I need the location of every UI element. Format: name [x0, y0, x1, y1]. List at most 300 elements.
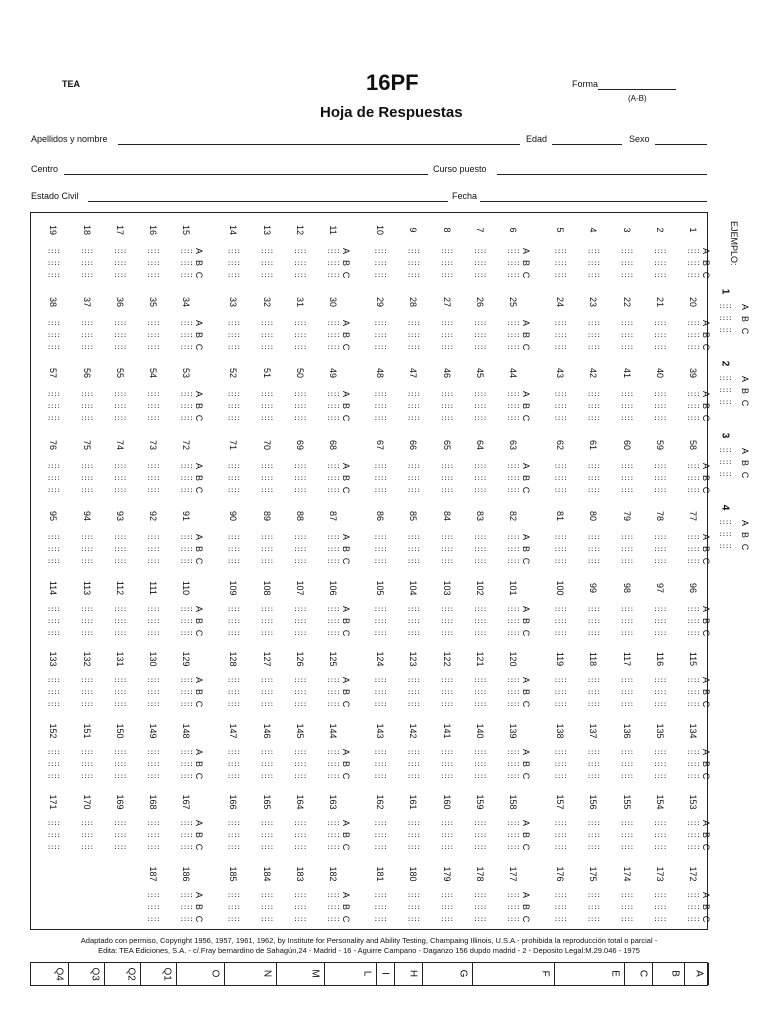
answer-bubble[interactable]: :::: [80, 461, 94, 470]
answer-bubble[interactable]: :::: [473, 747, 487, 756]
answer-bubble[interactable]: :::: [686, 700, 700, 708]
answer-bubble[interactable]: :::: [46, 461, 60, 470]
answer-bubble[interactable]: :::: [686, 545, 700, 553]
answer-bubble[interactable]: :::: [260, 700, 274, 708]
answer-bubble[interactable]: :::: [226, 747, 240, 756]
answer-bubble[interactable]: :::: [620, 414, 634, 422]
answer-bubble[interactable]: :::: [113, 557, 127, 565]
answer-bubble[interactable]: :::: [553, 890, 567, 899]
answer-bubble[interactable]: :::: [326, 545, 340, 553]
answer-bubble[interactable]: :::: [586, 843, 600, 851]
answer-bubble[interactable]: :::: [146, 890, 160, 899]
answer-bubble[interactable]: :::: [226, 473, 240, 482]
answer-bubble[interactable]: :::: [80, 342, 94, 351]
answer-bubble[interactable]: :::: [226, 616, 240, 625]
answer-bubble[interactable]: :::: [146, 271, 160, 279]
answer-bubble[interactable]: :::: [146, 485, 160, 494]
answer-bubble[interactable]: :::: [146, 914, 160, 923]
answer-bubble[interactable]: :::: [440, 545, 454, 553]
answer-bubble[interactable]: :::: [179, 819, 193, 827]
answer-bubble[interactable]: :::: [146, 676, 160, 684]
answer-bubble[interactable]: :::: [326, 747, 340, 756]
answer-bubble[interactable]: :::: [373, 461, 387, 470]
answer-bubble[interactable]: :::: [46, 318, 60, 327]
answer-bubble[interactable]: :::: [179, 557, 193, 565]
answer-bubble[interactable]: :::: [326, 402, 340, 410]
answer-bubble[interactable]: :::: [653, 342, 667, 351]
answer-bubble[interactable]: :::: [473, 902, 487, 911]
answer-bubble[interactable]: :::: [293, 533, 307, 541]
answer-bubble[interactable]: :::: [553, 545, 567, 553]
answer-bubble[interactable]: :::: [179, 759, 193, 768]
answer-bubble[interactable]: :::: [293, 461, 307, 470]
answer-bubble[interactable]: :::: [260, 890, 274, 899]
answer-bubble[interactable]: :::: [80, 604, 94, 613]
answer-bubble[interactable]: :::: [113, 402, 127, 410]
answer-bubble[interactable]: :::: [46, 771, 60, 780]
answer-bubble[interactable]: :::: [146, 902, 160, 911]
answer-bubble[interactable]: :::: [473, 533, 487, 541]
answer-bubble[interactable]: :::: [440, 771, 454, 780]
answer-bubble[interactable]: :::: [260, 616, 274, 625]
answer-bubble[interactable]: :::: [586, 318, 600, 327]
answer-bubble[interactable]: :::: [653, 271, 667, 279]
edad-line[interactable] [552, 144, 622, 145]
answer-bubble[interactable]: :::: [80, 616, 94, 625]
answer-bubble[interactable]: :::: [506, 819, 520, 827]
answer-bubble[interactable]: :::: [260, 473, 274, 482]
answer-bubble[interactable]: :::: [293, 318, 307, 327]
answer-bubble[interactable]: :::: [373, 604, 387, 613]
answer-bubble[interactable]: :::: [80, 533, 94, 541]
curso-line[interactable] [497, 174, 707, 175]
answer-bubble[interactable]: :::: [620, 914, 634, 923]
answer-bubble[interactable]: :::: [473, 771, 487, 780]
answer-bubble[interactable]: :::: [226, 914, 240, 923]
answer-bubble[interactable]: :::: [226, 819, 240, 827]
answer-bubble[interactable]: :::: [326, 271, 340, 279]
answer-bubble[interactable]: :::: [80, 271, 94, 279]
answer-bubble[interactable]: :::: [620, 247, 634, 255]
answer-bubble[interactable]: :::: [506, 247, 520, 255]
answer-bubble[interactable]: :::: [46, 688, 60, 696]
answer-bubble[interactable]: :::: [326, 700, 340, 708]
answer-bubble[interactable]: :::: [440, 259, 454, 267]
forma-line[interactable] [598, 89, 676, 90]
answer-bubble[interactable]: :::: [406, 330, 420, 339]
answer-bubble[interactable]: :::: [46, 390, 60, 398]
answer-bubble[interactable]: :::: [686, 759, 700, 768]
answer-bubble[interactable]: :::: [146, 628, 160, 637]
answer-bubble[interactable]: :::: [653, 533, 667, 541]
answer-bubble[interactable]: :::: [406, 473, 420, 482]
answer-bubble[interactable]: :::: [440, 819, 454, 827]
answer-bubble[interactable]: :::: [113, 628, 127, 637]
answer-bubble[interactable]: :::: [586, 902, 600, 911]
answer-bubble[interactable]: :::: [686, 676, 700, 684]
answer-bubble[interactable]: :::: [473, 628, 487, 637]
answer-bubble[interactable]: :::: [653, 771, 667, 780]
answer-bubble[interactable]: :::: [113, 318, 127, 327]
answer-bubble[interactable]: :::: [473, 914, 487, 923]
answer-bubble[interactable]: :::: [440, 616, 454, 625]
answer-bubble[interactable]: :::: [586, 890, 600, 899]
answer-bubble[interactable]: :::: [80, 771, 94, 780]
answer-bubble[interactable]: :::: [406, 342, 420, 351]
answer-bubble[interactable]: :::: [686, 628, 700, 637]
centro-line[interactable] [64, 174, 428, 175]
answer-bubble[interactable]: :::: [506, 271, 520, 279]
answer-bubble[interactable]: :::: [586, 330, 600, 339]
answer-bubble[interactable]: :::: [506, 771, 520, 780]
answer-bubble[interactable]: :::: [586, 271, 600, 279]
answer-bubble[interactable]: :::: [440, 843, 454, 851]
answer-bubble[interactable]: :::: [440, 473, 454, 482]
answer-bubble[interactable]: :::: [293, 557, 307, 565]
answer-bubble[interactable]: :::: [226, 688, 240, 696]
answer-bubble[interactable]: :::: [373, 247, 387, 255]
answer-bubble[interactable]: :::: [653, 259, 667, 267]
answer-bubble[interactable]: :::: [586, 700, 600, 708]
answer-bubble[interactable]: :::: [113, 247, 127, 255]
answer-bubble[interactable]: :::: [553, 771, 567, 780]
answer-bubble[interactable]: :::: [586, 259, 600, 267]
answer-bubble[interactable]: :::: [326, 688, 340, 696]
answer-bubble[interactable]: :::: [46, 759, 60, 768]
answer-bubble[interactable]: :::: [179, 461, 193, 470]
answer-bubble[interactable]: :::: [226, 402, 240, 410]
answer-bubble[interactable]: :::: [653, 545, 667, 553]
answer-bubble[interactable]: :::: [406, 247, 420, 255]
answer-bubble[interactable]: :::: [326, 616, 340, 625]
answer-bubble[interactable]: :::: [260, 628, 274, 637]
answer-bubble[interactable]: :::: [373, 890, 387, 899]
answer-bubble[interactable]: :::: [653, 902, 667, 911]
answer-bubble[interactable]: :::: [226, 533, 240, 541]
answer-bubble[interactable]: :::: [686, 414, 700, 422]
answer-bubble[interactable]: :::: [653, 390, 667, 398]
answer-bubble[interactable]: :::: [113, 688, 127, 696]
answer-bubble[interactable]: :::: [373, 759, 387, 768]
answer-bubble[interactable]: :::: [46, 259, 60, 267]
answer-bubble[interactable]: :::: [293, 330, 307, 339]
answer-bubble[interactable]: :::: [620, 616, 634, 625]
answer-bubble[interactable]: :::: [146, 330, 160, 339]
answer-bubble[interactable]: :::: [473, 604, 487, 613]
answer-bubble[interactable]: :::: [179, 330, 193, 339]
answer-bubble[interactable]: :::: [506, 533, 520, 541]
answer-bubble[interactable]: :::: [406, 843, 420, 851]
answer-bubble[interactable]: :::: [80, 545, 94, 553]
answer-bubble[interactable]: :::: [653, 914, 667, 923]
answer-bubble[interactable]: :::: [179, 616, 193, 625]
answer-bubble[interactable]: :::: [146, 616, 160, 625]
answer-bubble[interactable]: :::: [113, 759, 127, 768]
answer-bubble[interactable]: :::: [113, 676, 127, 684]
answer-bubble[interactable]: :::: [179, 545, 193, 553]
factor-cell[interactable] [105, 963, 141, 985]
answer-bubble[interactable]: :::: [620, 604, 634, 613]
answer-bubble[interactable]: :::: [686, 831, 700, 839]
factor-cell[interactable] [33, 963, 69, 985]
answer-bubble[interactable]: :::: [326, 676, 340, 684]
answer-bubble[interactable]: :::: [226, 318, 240, 327]
answer-bubble[interactable]: :::: [46, 545, 60, 553]
answer-bubble[interactable]: :::: [80, 747, 94, 756]
answer-bubble[interactable]: :::: [373, 259, 387, 267]
answer-bubble[interactable]: :::: [586, 557, 600, 565]
answer-bubble[interactable]: :::: [113, 771, 127, 780]
answer-bubble[interactable]: :::: [179, 271, 193, 279]
answer-bubble[interactable]: :::: [506, 390, 520, 398]
answer-bubble[interactable]: :::: [226, 557, 240, 565]
answer-bubble[interactable]: :::: [179, 414, 193, 422]
answer-bubble[interactable]: :::: [80, 485, 94, 494]
answer-bubble[interactable]: :::: [473, 414, 487, 422]
answer-bubble[interactable]: :::: [293, 771, 307, 780]
answer-bubble[interactable]: :::: [113, 545, 127, 553]
answer-bubble[interactable]: :::: [686, 271, 700, 279]
answer-bubble[interactable]: :::: [226, 461, 240, 470]
answer-bubble[interactable]: :::: [293, 342, 307, 351]
answer-bubble[interactable]: :::: [686, 247, 700, 255]
answer-bubble[interactable]: :::: [620, 771, 634, 780]
answer-bubble[interactable]: :::: [686, 843, 700, 851]
answer-bubble[interactable]: :::: [179, 890, 193, 899]
answer-bubble[interactable]: :::: [373, 473, 387, 482]
answer-bubble[interactable]: :::: [46, 843, 60, 851]
answer-bubble[interactable]: :::: [553, 414, 567, 422]
answer-bubble[interactable]: :::: [473, 461, 487, 470]
answer-bubble[interactable]: :::: [620, 259, 634, 267]
answer-bubble[interactable]: :::: [473, 318, 487, 327]
answer-bubble[interactable]: :::: [553, 533, 567, 541]
answer-bubble[interactable]: :::: [473, 676, 487, 684]
answer-bubble[interactable]: :::: [553, 259, 567, 267]
factor-cell[interactable] [277, 963, 325, 985]
answer-bubble[interactable]: :::: [179, 628, 193, 637]
answer-bubble[interactable]: :::: [146, 342, 160, 351]
answer-bubble[interactable]: :::: [686, 890, 700, 899]
answer-bubble[interactable]: :::: [473, 700, 487, 708]
answer-bubble[interactable]: :::: [506, 414, 520, 422]
apellidos-line[interactable] [118, 144, 520, 145]
answer-bubble[interactable]: :::: [326, 843, 340, 851]
answer-bubble[interactable]: :::: [226, 890, 240, 899]
answer-bubble[interactable]: :::: [226, 271, 240, 279]
answer-bubble[interactable]: :::: [46, 557, 60, 565]
answer-bubble[interactable]: :::: [80, 831, 94, 839]
answer-bubble[interactable]: :::: [406, 318, 420, 327]
answer-bubble[interactable]: :::: [553, 819, 567, 827]
answer-bubble[interactable]: :::: [226, 771, 240, 780]
answer-bubble[interactable]: :::: [80, 759, 94, 768]
answer-bubble[interactable]: :::: [406, 271, 420, 279]
answer-bubble[interactable]: :::: [553, 759, 567, 768]
answer-bubble[interactable]: :::: [113, 473, 127, 482]
answer-bubble[interactable]: :::: [326, 771, 340, 780]
answer-bubble[interactable]: :::: [260, 485, 274, 494]
answer-bubble[interactable]: :::: [146, 604, 160, 613]
answer-bubble[interactable]: :::: [179, 604, 193, 613]
answer-bubble[interactable]: :::: [179, 771, 193, 780]
answer-bubble[interactable]: :::: [473, 759, 487, 768]
answer-bubble[interactable]: :::: [46, 473, 60, 482]
answer-bubble[interactable]: :::: [80, 414, 94, 422]
answer-bubble[interactable]: :::: [326, 604, 340, 613]
answer-bubble[interactable]: :::: [653, 890, 667, 899]
answer-bubble[interactable]: :::: [620, 831, 634, 839]
answer-bubble[interactable]: :::: [553, 688, 567, 696]
answer-bubble[interactable]: :::: [293, 616, 307, 625]
answer-bubble[interactable]: :::: [226, 545, 240, 553]
answer-bubble[interactable]: :::: [146, 831, 160, 839]
answer-bubble[interactable]: :::: [146, 390, 160, 398]
answer-bubble[interactable]: :::: [80, 628, 94, 637]
answer-bubble[interactable]: :::: [686, 902, 700, 911]
answer-bubble[interactable]: :::: [406, 402, 420, 410]
answer-bubble[interactable]: :::: [473, 890, 487, 899]
answer-bubble[interactable]: :::: [553, 557, 567, 565]
answer-bubble[interactable]: :::: [686, 747, 700, 756]
answer-bubble[interactable]: :::: [406, 616, 420, 625]
answer-bubble[interactable]: :::: [440, 247, 454, 255]
answer-bubble[interactable]: :::: [179, 390, 193, 398]
answer-bubble[interactable]: :::: [179, 831, 193, 839]
answer-bubble[interactable]: :::: [473, 557, 487, 565]
answer-bubble[interactable]: :::: [326, 485, 340, 494]
answer-bubble[interactable]: :::: [686, 330, 700, 339]
factor-cell[interactable] [325, 963, 377, 985]
answer-bubble[interactable]: :::: [326, 342, 340, 351]
answer-bubble[interactable]: :::: [260, 831, 274, 839]
answer-bubble[interactable]: :::: [553, 831, 567, 839]
answer-bubble[interactable]: :::: [179, 902, 193, 911]
answer-bubble[interactable]: :::: [553, 914, 567, 923]
answer-bubble[interactable]: :::: [46, 819, 60, 827]
answer-bubble[interactable]: :::: [260, 688, 274, 696]
answer-bubble[interactable]: :::: [553, 390, 567, 398]
answer-bubble[interactable]: :::: [260, 676, 274, 684]
answer-bubble[interactable]: :::: [80, 700, 94, 708]
answer-bubble[interactable]: :::: [473, 843, 487, 851]
answer-bubble[interactable]: :::: [506, 342, 520, 351]
answer-bubble[interactable]: :::: [686, 771, 700, 780]
answer-bubble[interactable]: :::: [113, 342, 127, 351]
answer-bubble[interactable]: :::: [620, 688, 634, 696]
answer-bubble[interactable]: :::: [293, 843, 307, 851]
answer-bubble[interactable]: :::: [440, 902, 454, 911]
answer-bubble[interactable]: :::: [440, 628, 454, 637]
answer-bubble[interactable]: :::: [179, 259, 193, 267]
answer-bubble[interactable]: :::: [553, 271, 567, 279]
answer-bubble[interactable]: :::: [373, 771, 387, 780]
answer-bubble[interactable]: :::: [406, 390, 420, 398]
answer-bubble[interactable]: :::: [686, 819, 700, 827]
answer-bubble[interactable]: :::: [506, 616, 520, 625]
answer-bubble[interactable]: :::: [506, 330, 520, 339]
answer-bubble[interactable]: :::: [293, 485, 307, 494]
answer-bubble[interactable]: :::: [440, 604, 454, 613]
answer-bubble[interactable]: :::: [326, 890, 340, 899]
answer-bubble[interactable]: :::: [473, 831, 487, 839]
answer-bubble[interactable]: :::: [113, 390, 127, 398]
factor-cell[interactable] [555, 963, 625, 985]
answer-bubble[interactable]: :::: [440, 759, 454, 768]
answer-bubble[interactable]: :::: [326, 759, 340, 768]
answer-bubble[interactable]: :::: [653, 628, 667, 637]
answer-bubble[interactable]: :::: [406, 485, 420, 494]
answer-bubble[interactable]: :::: [653, 831, 667, 839]
answer-bubble[interactable]: :::: [293, 545, 307, 553]
answer-bubble[interactable]: :::: [506, 747, 520, 756]
answer-bubble[interactable]: :::: [620, 545, 634, 553]
answer-bubble[interactable]: :::: [440, 676, 454, 684]
answer-bubble[interactable]: :::: [46, 414, 60, 422]
answer-bubble[interactable]: :::: [46, 485, 60, 494]
answer-bubble[interactable]: :::: [226, 330, 240, 339]
answer-bubble[interactable]: :::: [406, 414, 420, 422]
factor-cell[interactable] [625, 963, 653, 985]
answer-bubble[interactable]: :::: [226, 247, 240, 255]
answer-bubble[interactable]: :::: [260, 747, 274, 756]
answer-bubble[interactable]: :::: [586, 604, 600, 613]
answer-bubble[interactable]: :::: [326, 628, 340, 637]
answer-bubble[interactable]: :::: [406, 819, 420, 827]
factor-cell[interactable] [225, 963, 277, 985]
answer-bubble[interactable]: :::: [46, 402, 60, 410]
answer-bubble[interactable]: :::: [440, 390, 454, 398]
answer-bubble[interactable]: :::: [620, 533, 634, 541]
answer-bubble[interactable]: :::: [326, 473, 340, 482]
answer-bubble[interactable]: :::: [293, 676, 307, 684]
answer-bubble[interactable]: :::: [179, 342, 193, 351]
answer-bubble[interactable]: :::: [440, 890, 454, 899]
answer-bubble[interactable]: :::: [293, 890, 307, 899]
answer-bubble[interactable]: :::: [506, 676, 520, 684]
answer-bubble[interactable]: :::: [80, 259, 94, 267]
answer-bubble[interactable]: :::: [146, 473, 160, 482]
answer-bubble[interactable]: :::: [226, 259, 240, 267]
answer-bubble[interactable]: :::: [46, 747, 60, 756]
answer-bubble[interactable]: :::: [293, 747, 307, 756]
answer-bubble[interactable]: :::: [553, 700, 567, 708]
answer-bubble[interactable]: :::: [293, 831, 307, 839]
answer-bubble[interactable]: :::: [260, 330, 274, 339]
answer-bubble[interactable]: :::: [373, 402, 387, 410]
answer-bubble[interactable]: :::: [226, 414, 240, 422]
answer-bubble[interactable]: :::: [326, 557, 340, 565]
answer-bubble[interactable]: :::: [293, 271, 307, 279]
answer-bubble[interactable]: :::: [620, 676, 634, 684]
answer-bubble[interactable]: :::: [473, 688, 487, 696]
answer-bubble[interactable]: :::: [373, 318, 387, 327]
answer-bubble[interactable]: :::: [226, 390, 240, 398]
answer-bubble[interactable]: :::: [179, 700, 193, 708]
answer-bubble[interactable]: :::: [406, 759, 420, 768]
answer-bubble[interactable]: :::: [653, 676, 667, 684]
answer-bubble[interactable]: :::: [293, 390, 307, 398]
answer-bubble[interactable]: :::: [440, 402, 454, 410]
answer-bubble[interactable]: :::: [620, 628, 634, 637]
answer-bubble[interactable]: :::: [440, 485, 454, 494]
answer-bubble[interactable]: :::: [80, 557, 94, 565]
answer-bubble[interactable]: :::: [506, 700, 520, 708]
factor-cell[interactable] [69, 963, 105, 985]
answer-bubble[interactable]: :::: [406, 676, 420, 684]
answer-bubble[interactable]: :::: [653, 461, 667, 470]
answer-bubble[interactable]: :::: [80, 819, 94, 827]
